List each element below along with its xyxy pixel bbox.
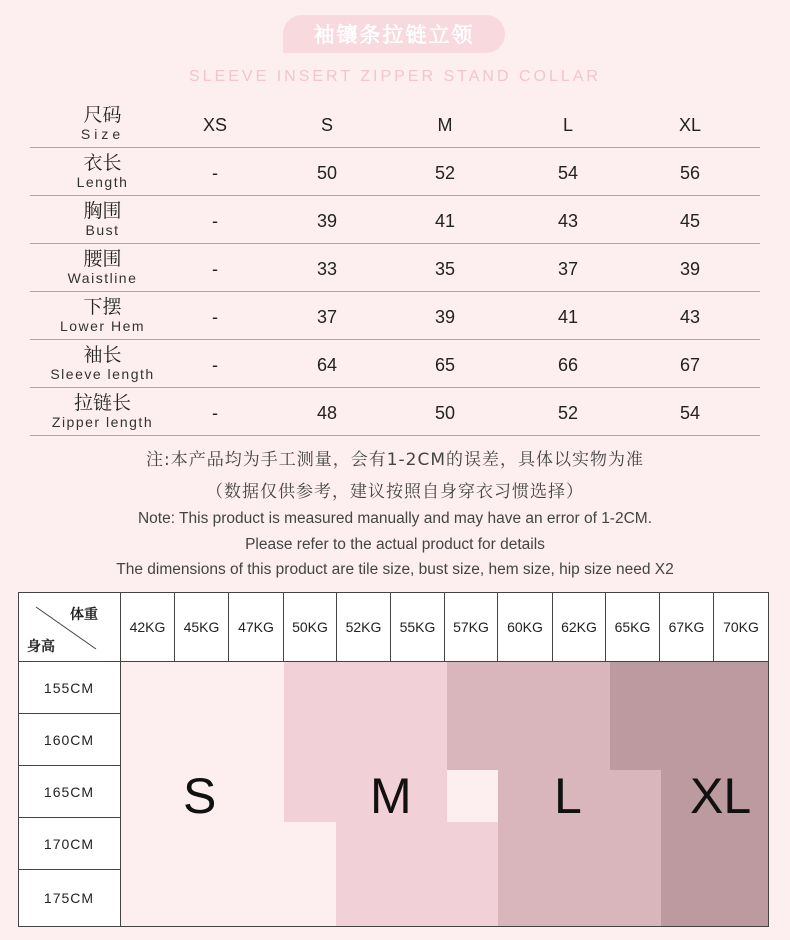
- note-en-2: Please refer to the actual product for details: [245, 536, 545, 553]
- weight-header: 70KG: [714, 592, 769, 662]
- weight-header: 65KG: [606, 592, 660, 662]
- size-value-cell: 64: [316, 355, 338, 375]
- row-label-cn: 胸围: [83, 200, 122, 222]
- weight-header: 50KG: [284, 592, 337, 662]
- size-value-cell: 67: [679, 355, 701, 375]
- size-header-cn: 尺码: [83, 104, 122, 126]
- corner-height-label: 身高: [27, 639, 55, 655]
- size-row-length: [30, 148, 760, 196]
- size-value-cell: 45: [679, 211, 701, 231]
- size-label-l: L: [554, 768, 582, 824]
- size-header-label: [30, 100, 175, 147]
- height-row-label: 175CM: [18, 870, 121, 927]
- size-value-cell: 37: [557, 259, 579, 279]
- weight-header: 55KG: [391, 592, 445, 662]
- note-en-1: Note: This product is measured manually and may have an error of 1-2CM.: [137, 510, 653, 527]
- size-value-cell: -: [212, 211, 218, 231]
- corner-cell: [18, 592, 121, 662]
- size-row-sleeve-length: [30, 340, 760, 388]
- size-label-xl: XL: [690, 768, 752, 824]
- weight-header: 45KG: [175, 592, 229, 662]
- size-value-cell: 33: [316, 259, 338, 279]
- page-subtitle: SLEEVE INSERT ZIPPER STAND COLLAR: [189, 68, 601, 85]
- size-col-xl: XL: [678, 115, 702, 135]
- size-value-cell: 50: [434, 403, 456, 423]
- row-label-en: Lower Hem: [59, 318, 146, 334]
- size-value-cell: 35: [434, 259, 456, 279]
- height-row-label: 160CM: [18, 714, 121, 766]
- row-label-cn: 腰围: [83, 248, 122, 270]
- zone-xl-upper: [610, 662, 769, 770]
- row-label: [30, 340, 175, 387]
- size-value-cell: 39: [316, 211, 338, 231]
- size-table: [30, 100, 760, 436]
- size-value-cell: -: [212, 355, 218, 375]
- size-row-zipper-length: [30, 388, 760, 436]
- row-label: [30, 244, 175, 291]
- row-label: [30, 292, 175, 339]
- size-value-cell: 43: [557, 211, 579, 231]
- size-value-cell: 37: [316, 307, 338, 327]
- weight-header: 42KG: [121, 592, 175, 662]
- size-recommendation-grid: [18, 592, 769, 927]
- size-label-s: S: [183, 768, 217, 824]
- zone-m-upper: [284, 662, 447, 822]
- height-row-label: 170CM: [18, 818, 121, 870]
- size-value-cell: 43: [679, 307, 701, 327]
- size-label-m: M: [370, 768, 412, 824]
- row-label: [30, 148, 175, 195]
- row-label-en: Bust: [85, 222, 120, 238]
- size-header-en: Size: [80, 126, 125, 142]
- row-label-en: Zipper length: [51, 414, 154, 430]
- size-value-cell: -: [212, 307, 218, 327]
- row-label-cn: 拉链长: [73, 392, 131, 414]
- size-value-cell: 54: [679, 403, 701, 423]
- corner-weight-label: 体重: [70, 607, 98, 623]
- size-value-cell: 39: [679, 259, 701, 279]
- row-label-cn: 下摆: [83, 296, 122, 318]
- note-cn-1: 注:本产品均为手工测量，会有1-2CM的误差，具体以实物为准: [145, 450, 645, 470]
- row-label: [30, 388, 175, 435]
- size-value-cell: 50: [316, 163, 338, 183]
- zone-l-upper: [447, 662, 610, 770]
- size-row-waistline: [30, 244, 760, 292]
- size-value-cell: 41: [434, 211, 456, 231]
- page-title: 袖镶条拉链立领: [283, 15, 505, 53]
- size-value-cell: 52: [557, 403, 579, 423]
- note-cn-2: （数据仅供参考，建议按照自身穿衣习惯选择）: [206, 482, 584, 502]
- row-label: [30, 196, 175, 243]
- zone-m-lower: [336, 822, 498, 927]
- weight-header: 57KG: [445, 592, 498, 662]
- size-value-cell: 39: [434, 307, 456, 327]
- row-label-en: Waistline: [67, 270, 138, 286]
- row-label-cn: 袖长: [83, 344, 122, 366]
- size-value-cell: 66: [557, 355, 579, 375]
- size-value-cell: 52: [434, 163, 456, 183]
- size-row-bust: [30, 196, 760, 244]
- size-col-xs: XS: [202, 115, 227, 135]
- height-row-label: 155CM: [18, 662, 121, 714]
- size-row-lower-hem: [30, 292, 760, 340]
- size-value-cell: 56: [679, 163, 701, 183]
- size-value-cell: -: [212, 259, 218, 279]
- weight-header: 62KG: [553, 592, 606, 662]
- size-value-cell: 41: [557, 307, 579, 327]
- weight-header: 47KG: [229, 592, 284, 662]
- size-table-header-row: [30, 100, 760, 148]
- row-label-en: Sleeve length: [50, 366, 155, 382]
- size-col-s: S: [320, 115, 333, 135]
- row-label-en: Length: [76, 174, 129, 190]
- size-value-cell: -: [212, 163, 218, 183]
- note-en-3: The dimensions of this product are tile size, bust size, hem size, hip size need X2: [116, 561, 674, 578]
- weight-header: 67KG: [660, 592, 714, 662]
- size-value-cell: 65: [434, 355, 456, 375]
- weight-header: 60KG: [498, 592, 553, 662]
- size-col-l: L: [562, 115, 573, 135]
- weight-header: 52KG: [337, 592, 391, 662]
- size-value-cell: 54: [557, 163, 579, 183]
- size-col-m: M: [437, 115, 453, 135]
- height-row-label: 165CM: [18, 766, 121, 818]
- size-value-cell: 48: [316, 403, 338, 423]
- row-label-cn: 衣长: [83, 152, 122, 174]
- size-value-cell: -: [212, 403, 218, 423]
